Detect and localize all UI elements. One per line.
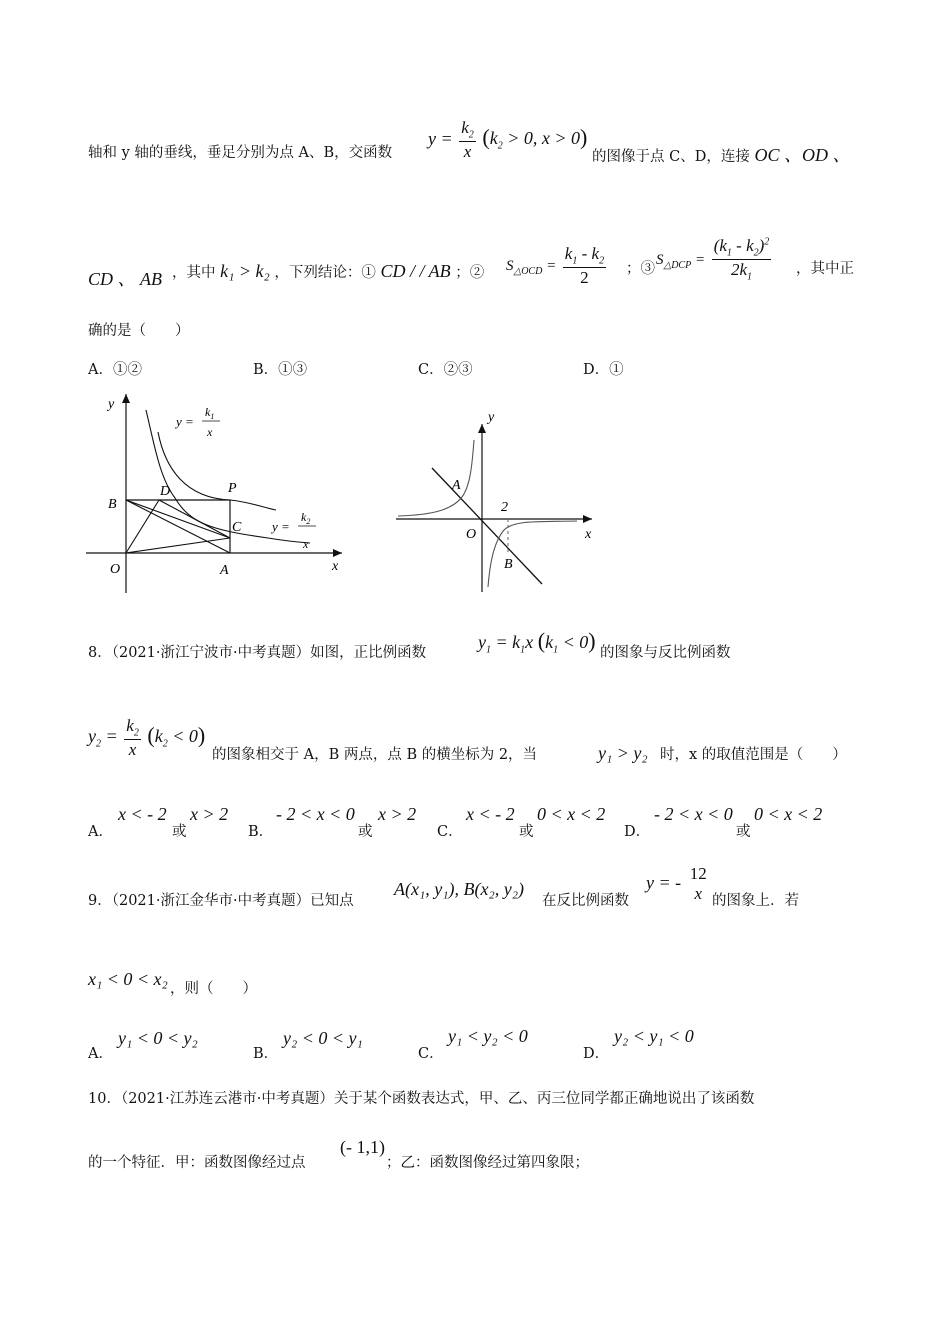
q7-option-c: C．②③ bbox=[418, 362, 473, 378]
fig2-hyperbola-branch-left bbox=[398, 440, 474, 516]
q7-option-b: B．①③ bbox=[253, 362, 308, 378]
q7-k-compare: k₁ > k₂ bbox=[220, 261, 270, 281]
q8-option-a-or: 或 bbox=[172, 824, 187, 840]
q7-line3: 确的是（ ） bbox=[88, 323, 190, 339]
q8-option-d-or: 或 bbox=[736, 824, 751, 840]
q8-line2-tail: 时，x 的取值范围是（ ） bbox=[660, 747, 847, 763]
q8-formula-y2: $y_2$ = $\frac{k_2}{x}$ $(k_2 < 0)$ bbox=[88, 716, 206, 760]
q10-line1: 10．（2021·江苏连云港市·中考真题）关于某个函数表达式，甲、乙、丙三位同学都正确地说出了该函数 bbox=[88, 1091, 755, 1107]
fig1-label-b: B bbox=[108, 497, 117, 512]
q9-option-a: A． bbox=[88, 1046, 113, 1062]
q7-line2-f: ，其中正 bbox=[796, 261, 854, 277]
q8-option-a-expr: x < - 2 bbox=[118, 804, 167, 824]
q9-option-c-expr: y₁ < y₂ < 0 bbox=[448, 1026, 528, 1046]
fig2-label-b: B bbox=[504, 557, 513, 572]
fig2-hyperbola-branch-right bbox=[488, 521, 577, 587]
fig2-label-o: O bbox=[466, 527, 477, 542]
fig1-eq2-num: $k_2$ bbox=[301, 510, 311, 526]
q8-option-b-expr: - 2 < x < 0 bbox=[276, 804, 355, 824]
q9-condition: x₁ < 0 < x₂ bbox=[88, 969, 168, 989]
q7-s-ocd: $S_{\triangle OCD}$ = $\frac{k_1 - k_2}{2}$ bbox=[506, 244, 605, 288]
q7-line1-post: 的图像于点 C、D，连接 OC 、OD 、 bbox=[592, 145, 851, 165]
q8-option-c-expr: x < - 2 bbox=[466, 804, 515, 824]
q8-line1-post: 的图象与反比例函数 bbox=[600, 645, 731, 661]
fig2-label-a: A bbox=[452, 478, 461, 493]
fig2-y-axis-arrow-icon bbox=[478, 424, 486, 433]
q8-option-d-expr: - 2 < x < 0 bbox=[654, 804, 733, 824]
fig1-label-p: P bbox=[228, 481, 237, 496]
fig2-x-axis-arrow-icon bbox=[583, 515, 592, 523]
fig1-eq2-y: y = bbox=[272, 519, 290, 534]
q7-line1-tail: OC 、OD 、 bbox=[754, 145, 851, 165]
fig1-eq1-num: $k_1$ bbox=[205, 405, 215, 421]
fig2-label-2: 2 bbox=[501, 500, 508, 515]
x-axis-arrow-icon bbox=[333, 549, 342, 557]
fig1-label-y: y bbox=[108, 397, 115, 412]
q8-option-a: A． bbox=[88, 824, 113, 840]
q7-line1 bbox=[88, 146, 392, 161]
fig1-label-o: O bbox=[110, 562, 121, 577]
q7-option-a: A．①② bbox=[88, 362, 142, 378]
q8-figure-line-hyperbola bbox=[392, 412, 602, 597]
q8-option-c: C． bbox=[437, 824, 463, 840]
q7-cd-parallel-ab: CD / / AB bbox=[380, 261, 451, 281]
q9-option-b: B． bbox=[253, 1046, 279, 1062]
q9-line1-post: 的图象上．若 bbox=[712, 893, 799, 909]
q7-option-d: D．① bbox=[583, 362, 624, 378]
q9-option-b-expr: y₂ < 0 < y₁ bbox=[283, 1028, 363, 1048]
segment-cd bbox=[159, 500, 230, 538]
q7-cd-ab: CD 、 AB bbox=[88, 269, 162, 289]
q8-line2: 的图象相交于 A，B 两点，点 B 的横坐标为 2，当 bbox=[212, 747, 538, 763]
q9-line1-mid: 在反比例函数 bbox=[542, 893, 629, 909]
fig1-eq1-y: y = bbox=[176, 414, 194, 429]
q7-line2 bbox=[88, 270, 162, 289]
fig1-label-x: x bbox=[332, 559, 339, 574]
fig1-eq1-den: x bbox=[207, 425, 213, 439]
fig1-label-a: A bbox=[220, 563, 229, 578]
q7-formula-k2: y = $\frac{k_2}{x}$ ($k_2 > 0$, x > 0) bbox=[428, 118, 588, 162]
q7-line2-b: ，其中 k₁ > k₂ ，下列结论：① CD / / AB ；② bbox=[172, 261, 485, 281]
q8-option-d: D． bbox=[624, 824, 651, 840]
q9-line1-pre: 9．（2021·浙江金华市·中考真题）已知点 bbox=[88, 893, 354, 909]
q9-option-c: C． bbox=[418, 1046, 444, 1062]
q8-option-c-or: 或 bbox=[519, 824, 534, 840]
segment-bc bbox=[126, 500, 230, 538]
q8-option-d-expr2: 0 < x < 2 bbox=[754, 804, 823, 824]
q9-option-d-expr: y₂ < y₁ < 0 bbox=[614, 1026, 694, 1046]
q10-point: (- 1,1) bbox=[340, 1137, 385, 1157]
q10-line2-pre: 的一个特征．甲：函数图像经过点 bbox=[88, 1155, 306, 1171]
fig1-label-c: C bbox=[232, 520, 242, 535]
fig2-label-x: x bbox=[585, 527, 592, 542]
q8-option-b-or: 或 bbox=[358, 824, 373, 840]
q8-option-b-expr2: x > 2 bbox=[378, 804, 417, 824]
q8-line1-pre: 8．（2021·浙江宁波市·中考真题）如图，正比例函数 bbox=[88, 645, 427, 661]
q8-line1 bbox=[88, 646, 426, 661]
q10-line2-post: ；乙：函数图像经过第四象限； bbox=[386, 1155, 589, 1171]
q9-formula: y = - 12 x bbox=[646, 864, 707, 904]
fig2-proportional-line bbox=[432, 468, 542, 584]
q8-option-a-expr2: x > 2 bbox=[190, 804, 229, 824]
q8-option-b: B． bbox=[248, 824, 274, 840]
q7-line1-pre: 轴和 y 轴的垂线，垂足分别为点 A、B，交函数 bbox=[88, 145, 393, 161]
q7-line2-e: ；③ bbox=[626, 261, 655, 277]
q9-points: A(x₁, y₁), B(x₂, y₂) bbox=[394, 879, 524, 899]
fig2-label-y: y bbox=[488, 412, 495, 425]
y-axis-arrow-icon bbox=[122, 394, 130, 403]
q9-line2-post: ，则（ ） bbox=[170, 981, 257, 997]
fig1-label-d: D bbox=[160, 484, 171, 499]
q8-ineq: y₁ > y₂ bbox=[598, 743, 648, 763]
fig1-eq2-den: x bbox=[303, 537, 309, 551]
q7-s-dcp: $S_{\triangle DCP}$ = $\frac{(k_1 - k_2)^2}{2k_1}$ bbox=[656, 236, 770, 283]
q9-option-a-expr: y₁ < 0 < y₂ bbox=[118, 1028, 198, 1048]
q9-option-d: D． bbox=[583, 1046, 610, 1062]
q8-option-c-expr2: 0 < x < 2 bbox=[537, 804, 606, 824]
q8-formula-y1: $y_1 = k_1x$ $(k_1 < 0)$ bbox=[478, 628, 596, 656]
q7-figure-rectangle-hyperbolas bbox=[80, 388, 360, 598]
